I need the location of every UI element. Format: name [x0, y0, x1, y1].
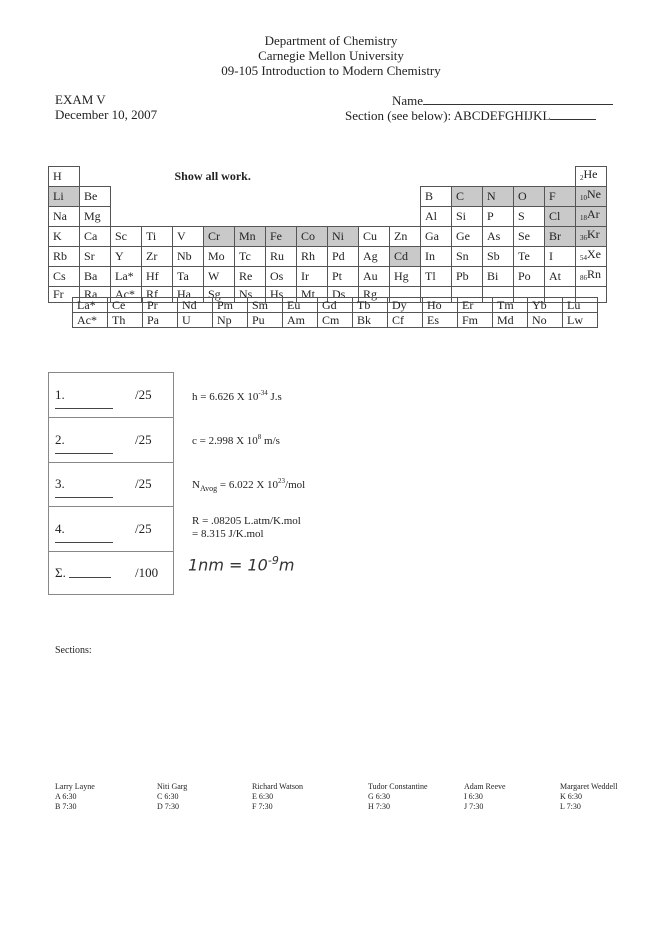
element-y	[111, 247, 142, 267]
element-fe	[266, 227, 297, 247]
empty-cell	[111, 207, 142, 227]
periodic-row	[49, 227, 607, 247]
element-ar	[576, 207, 607, 227]
element-yb: Yb	[528, 298, 563, 313]
element-pb	[452, 267, 483, 287]
lanthanides-row	[73, 298, 598, 313]
score-blank[interactable]	[55, 497, 113, 498]
element-li	[49, 187, 80, 207]
element-ag	[359, 247, 390, 267]
element-symbol: Rh	[301, 249, 316, 263]
question-max-points: /25	[135, 520, 152, 536]
element-te	[514, 247, 545, 267]
ta-section: K 6:30	[560, 792, 582, 801]
element-am: Am	[283, 313, 318, 328]
element-ge	[452, 227, 483, 247]
name-label: Name	[392, 93, 424, 108]
element-symbol: Ne	[587, 187, 601, 201]
element-symbol: Ar	[587, 207, 600, 221]
element-symbol: Rf	[146, 287, 158, 301]
department-title: Department of Chemistry	[264, 33, 398, 48]
element-cs	[49, 267, 80, 287]
element-br	[545, 227, 576, 247]
ta-section: B 7:30	[55, 802, 77, 811]
ta-entry	[252, 782, 303, 812]
element-ru	[266, 247, 297, 267]
score-row	[49, 373, 173, 418]
element-symbol: Ru	[270, 249, 285, 263]
question-number: 1.	[55, 387, 65, 402]
exam-date: December 10, 2007	[55, 107, 158, 122]
element-nd: Nd	[178, 298, 213, 313]
element-symbol: Li	[53, 189, 64, 203]
element-co	[297, 227, 328, 247]
element-md: Md	[493, 313, 528, 328]
empty-cell	[297, 207, 328, 227]
element-mo	[204, 247, 235, 267]
question-max-points: /25	[135, 476, 152, 491]
section-field[interactable]	[345, 107, 596, 124]
element-symbol: S	[518, 209, 525, 223]
element-symbol: In	[425, 249, 435, 263]
empty-cell	[390, 207, 421, 227]
section-blank[interactable]	[550, 107, 596, 120]
ta-name: Larry Layne	[55, 782, 95, 791]
ta-entry	[157, 782, 187, 812]
section-label: Section (see below): ABCDEFGHIJKL	[345, 108, 551, 123]
element-o	[514, 187, 545, 207]
element-er: Er	[458, 298, 493, 313]
element-symbol: Tc	[239, 249, 251, 263]
ta-section: C 6:30	[157, 792, 179, 801]
element-symbol: V	[177, 229, 186, 243]
element-symbol: Mn	[239, 229, 256, 243]
question-max-points: /25	[135, 431, 152, 447]
empty-cell	[297, 187, 328, 207]
element-symbol: Kr	[587, 227, 600, 241]
element-zr	[142, 247, 173, 267]
element-symbol: Bi	[487, 269, 499, 283]
score-row	[49, 418, 173, 463]
ta-section: A 6:30	[55, 792, 77, 801]
element-pt	[328, 267, 359, 287]
element-bk: Bk	[353, 313, 388, 328]
element-symbol: Rn	[587, 267, 602, 281]
element-na	[49, 207, 80, 227]
element-tl	[421, 267, 452, 287]
question-number: Σ.	[55, 565, 66, 580]
empty-cell	[328, 187, 359, 207]
periodic-row	[49, 267, 607, 287]
element-rh	[297, 247, 328, 267]
element-si	[452, 207, 483, 227]
ta-section: J 7:30	[464, 802, 484, 811]
empty-cell	[328, 207, 359, 227]
show-all-work-instruction: Show all work.	[174, 168, 251, 183]
element-sr	[80, 247, 111, 267]
ta-entry	[368, 782, 428, 812]
element-symbol: Hg	[394, 269, 409, 283]
element-pm: Pm	[213, 298, 248, 313]
element-i	[545, 247, 576, 267]
element-mn	[235, 227, 266, 247]
element-symbol: Ac*	[115, 287, 135, 301]
element-symbol: Tl	[425, 269, 436, 283]
empty-cell	[173, 187, 204, 207]
element-pr: Pr	[143, 298, 178, 313]
empty-cell	[173, 207, 204, 227]
element-p	[483, 207, 514, 227]
ta-entry	[464, 782, 506, 812]
element-s	[514, 207, 545, 227]
element-cd	[390, 247, 421, 267]
university-title: Carnegie Mellon University	[258, 48, 404, 63]
question-max-points: /100	[135, 565, 159, 580]
element-symbol: Sc	[115, 229, 127, 243]
element-ac: Ac*	[73, 313, 108, 328]
question-number: 3.	[55, 476, 65, 491]
element-kr	[576, 227, 607, 247]
ta-entry	[560, 782, 617, 812]
element-la	[111, 267, 142, 287]
element-symbol: Au	[363, 269, 378, 283]
element-f	[545, 187, 576, 207]
element-th: Th	[108, 313, 143, 328]
element-tb: Tb	[353, 298, 388, 313]
empty-cell	[142, 207, 173, 227]
element-symbol: Hf	[146, 269, 159, 283]
ta-section: D 7:30	[157, 802, 179, 811]
element-symbol: Ta	[177, 269, 189, 283]
element-lw: Lw	[563, 313, 598, 328]
element-fm: Fm	[458, 313, 493, 328]
element-rb	[49, 247, 80, 267]
atomic-number: 2	[580, 174, 584, 182]
question-max-points: /25	[135, 387, 152, 402]
element-symbol: Zr	[146, 249, 158, 263]
exam-title: EXAM V	[55, 92, 106, 107]
atomic-number: 86	[580, 274, 587, 282]
ta-entry	[55, 782, 95, 812]
element-lu: Lu	[563, 298, 598, 313]
element-v	[173, 227, 204, 247]
empty-cell	[111, 187, 142, 207]
element-xe	[576, 247, 607, 267]
element-symbol: Se	[518, 229, 530, 243]
element-symbol: Rb	[53, 249, 68, 263]
element-symbol: Nb	[177, 249, 192, 263]
element-he	[576, 167, 607, 187]
element-symbol: He	[583, 167, 598, 181]
element-symbol: Pt	[332, 269, 343, 283]
element-symbol: Ga	[425, 229, 439, 243]
element-nb	[173, 247, 204, 267]
ta-section: H 7:30	[368, 802, 390, 811]
score-blank[interactable]	[69, 577, 111, 578]
atomic-number: 18	[580, 214, 587, 222]
element-c	[452, 187, 483, 207]
score-box	[48, 372, 174, 595]
periodic-table	[48, 166, 607, 303]
element-symbol: Be	[84, 189, 98, 203]
element-sn	[452, 247, 483, 267]
ta-section: L 7:30	[560, 802, 581, 811]
ta-name: Richard Watson	[252, 782, 303, 791]
element-symbol: Mt	[301, 287, 316, 301]
ta-section: I 6:30	[464, 792, 483, 801]
planck-constant: h = 6.626 X $10^{-34}$ J.s	[192, 389, 282, 403]
element-symbol: Cd	[394, 249, 409, 263]
element-symbol: Co	[301, 229, 316, 243]
element-cf: Cf	[388, 313, 423, 328]
element-symbol: Fr	[53, 287, 64, 301]
ta-section: F 7:30	[252, 802, 273, 811]
element-symbol: Ag	[363, 249, 378, 263]
element-symbol: Na	[53, 209, 67, 223]
gas-constant-2: = 8.315 J/K.mol	[192, 528, 264, 540]
element-symbol: F	[549, 189, 556, 203]
element-symbol: Ba	[84, 269, 98, 283]
element-pd	[328, 247, 359, 267]
element-ho: Ho	[423, 298, 458, 313]
element-symbol: La*	[115, 269, 134, 283]
element-symbol: Ns	[239, 287, 253, 301]
ta-name: Tudor Constantine	[368, 782, 428, 791]
element-symbol: Ge	[456, 229, 470, 243]
element-symbol: Ir	[301, 269, 309, 283]
element-cm: Cm	[318, 313, 353, 328]
element-at	[545, 267, 576, 287]
element-ta	[173, 267, 204, 287]
element-mg	[80, 207, 111, 227]
element-symbol: Sg	[208, 287, 221, 301]
element-ne	[576, 187, 607, 207]
element-symbol: Re	[239, 269, 253, 283]
element-sb	[483, 247, 514, 267]
gas-constant-1: R = .08205 L.atm/K.mol	[192, 515, 301, 527]
ta-section: G 6:30	[368, 792, 390, 801]
element-sc	[111, 227, 142, 247]
element-symbol: Ca	[84, 229, 98, 243]
empty-cell	[390, 187, 421, 207]
periodic-row	[49, 207, 607, 227]
element-ni	[328, 227, 359, 247]
empty-cell	[235, 187, 266, 207]
element-zn	[390, 227, 421, 247]
element-symbol: I	[549, 249, 553, 263]
name-blank[interactable]	[423, 92, 613, 105]
question-number: 4.	[55, 520, 65, 536]
element-ca	[80, 227, 111, 247]
element-cl	[545, 207, 576, 227]
element-eu: Eu	[283, 298, 318, 313]
empty-cell	[204, 207, 235, 227]
element-symbol: H	[53, 169, 62, 183]
element-symbol: Te	[518, 249, 530, 263]
element-w	[204, 267, 235, 287]
element-ce: Ce	[108, 298, 143, 313]
element-symbol: B	[425, 189, 434, 203]
element-symbol: Ra	[84, 287, 98, 301]
element-symbol: Hs	[270, 287, 284, 301]
element-symbol: O	[518, 189, 527, 203]
element-symbol: Ti	[146, 229, 157, 243]
score-row	[49, 507, 173, 552]
element-symbol: C	[456, 189, 465, 203]
ta-name: Niti Garg	[157, 782, 188, 791]
element-as	[483, 227, 514, 247]
element-symbol: N	[487, 189, 496, 203]
element-symbol: Sn	[456, 249, 469, 263]
empty-cell	[142, 187, 173, 207]
atomic-number: 54	[580, 254, 587, 262]
element-symbol: Cr	[208, 229, 220, 243]
atomic-number: 36	[580, 234, 587, 242]
element-h	[49, 167, 80, 187]
element-hg	[390, 267, 421, 287]
periodic-row	[49, 167, 607, 187]
element-symbol: Os	[270, 269, 284, 283]
element-rn	[576, 267, 607, 287]
element-ir	[297, 267, 328, 287]
element-re	[235, 267, 266, 287]
element-cr	[204, 227, 235, 247]
ta-name: Margaret Weddell	[560, 782, 618, 791]
course-title: 09-105 Introduction to Modern Chemistry	[221, 63, 441, 78]
element-np: Np	[213, 313, 248, 328]
element-symbol: Ha	[177, 287, 191, 301]
element-symbol: Zn	[394, 229, 408, 243]
element-se	[514, 227, 545, 247]
element-symbol: Rg	[363, 287, 378, 301]
atomic-number: 10	[580, 194, 587, 202]
element-in	[421, 247, 452, 267]
element-symbol: Al	[425, 209, 437, 223]
element-cu	[359, 227, 390, 247]
element-no: No	[528, 313, 563, 328]
question-number: 2.	[55, 431, 65, 447]
element-symbol: Mo	[208, 249, 225, 263]
element-symbol: P	[487, 209, 494, 223]
element-symbol: Cl	[549, 209, 561, 223]
element-symbol: W	[208, 269, 220, 283]
element-symbol: Pd	[332, 249, 345, 263]
actinides-row	[73, 313, 598, 328]
element-symbol: Y	[115, 249, 124, 263]
element-ba	[80, 267, 111, 287]
score-blank[interactable]	[55, 453, 113, 454]
avogadro-number: $N_{Avog} = 6.022$ X $10^{23}$/mol	[192, 477, 306, 493]
empty-cell	[359, 187, 390, 207]
empty-cell	[80, 167, 173, 187]
element-symbol: Sb	[487, 249, 500, 263]
handwritten-note: $1nm = 10^{-9}m$	[188, 554, 295, 575]
empty-cell	[204, 187, 235, 207]
element-dy: Dy	[388, 298, 423, 313]
element-pa: Pa	[143, 313, 178, 328]
empty-cell	[266, 207, 297, 227]
periodic-row	[49, 187, 607, 207]
element-symbol: K	[53, 229, 62, 243]
empty-cell	[266, 187, 297, 207]
element-n	[483, 187, 514, 207]
element-symbol: Ds	[332, 287, 346, 301]
element-symbol: Mg	[84, 209, 101, 223]
score-blank[interactable]	[55, 542, 113, 543]
element-la: La*	[73, 298, 108, 313]
element-au	[359, 267, 390, 287]
element-sm: Sm	[248, 298, 283, 313]
ta-section: E 6:30	[252, 792, 274, 801]
element-ti	[142, 227, 173, 247]
element-tm: Tm	[493, 298, 528, 313]
sections-label: Sections:	[55, 645, 92, 656]
element-b	[421, 187, 452, 207]
periodic-row	[49, 247, 607, 267]
element-po	[514, 267, 545, 287]
element-al	[421, 207, 452, 227]
element-ga	[421, 227, 452, 247]
element-tc	[235, 247, 266, 267]
score-blank[interactable]	[55, 408, 113, 409]
element-symbol: Pb	[456, 269, 469, 283]
element-pu: Pu	[248, 313, 283, 328]
element-symbol: At	[549, 269, 561, 283]
element-symbol: Cu	[363, 229, 378, 243]
element-symbol: Po	[518, 269, 531, 283]
element-symbol: Fe	[270, 229, 282, 243]
element-os	[266, 267, 297, 287]
element-k	[49, 227, 80, 247]
element-symbol: As	[487, 229, 501, 243]
element-symbol: Sr	[84, 249, 95, 263]
element-bi	[483, 267, 514, 287]
empty-cell	[359, 207, 390, 227]
speed-of-light: c = 2.998 X $10^8$ m/s	[192, 433, 280, 447]
score-row	[49, 462, 173, 507]
element-u: U	[178, 313, 213, 328]
element-gd: Gd	[318, 298, 353, 313]
element-symbol: Xe	[587, 247, 601, 261]
ta-name: Adam Reeve	[464, 782, 506, 791]
score-row	[49, 551, 173, 595]
empty-cell	[235, 207, 266, 227]
element-symbol: Si	[456, 209, 467, 223]
lanthanide-actinide-table	[72, 297, 598, 328]
element-be	[80, 187, 111, 207]
element-es: Es	[423, 313, 458, 328]
element-symbol: Br	[549, 229, 561, 243]
element-hf	[142, 267, 173, 287]
element-symbol: Ni	[332, 229, 344, 243]
element-symbol: Cs	[53, 269, 66, 283]
